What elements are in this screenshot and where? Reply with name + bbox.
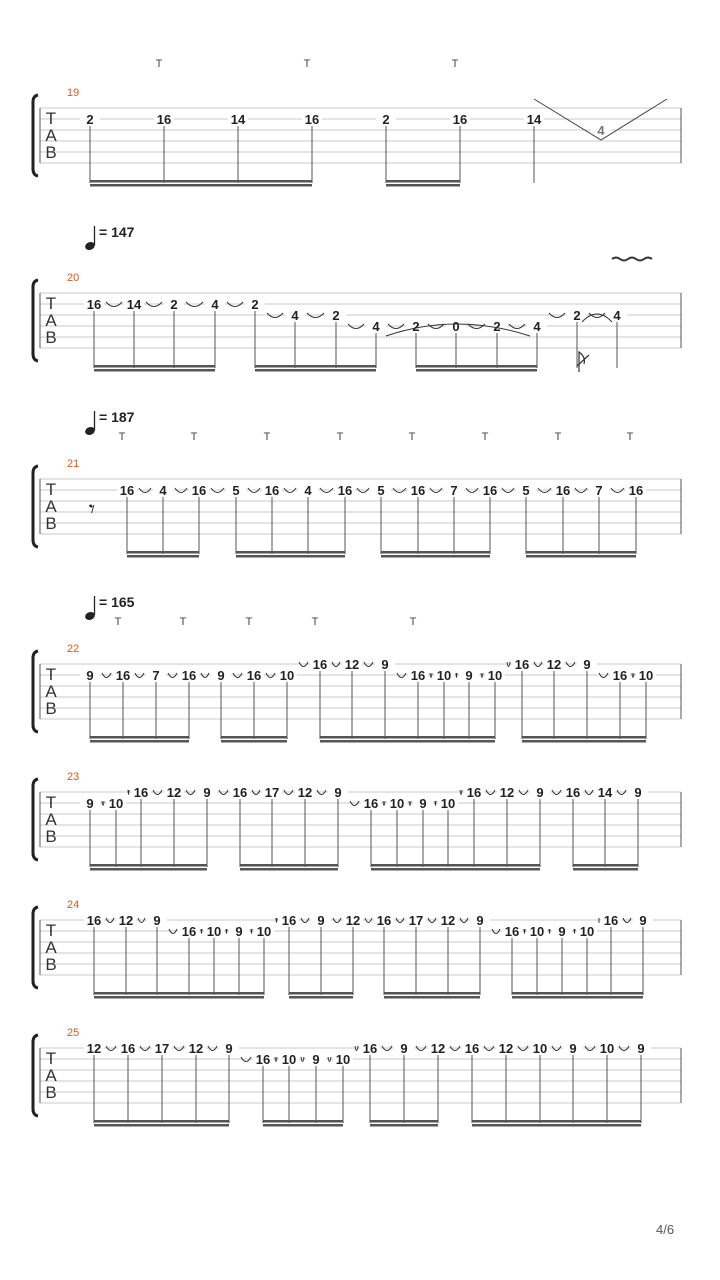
fret-number: 14	[526, 112, 542, 127]
beam	[263, 1120, 343, 1123]
fret-number: 16	[337, 483, 353, 498]
tap-mark: T	[303, 58, 311, 70]
tab-system	[33, 899, 681, 999]
beam	[289, 992, 353, 995]
fret-number: 12	[118, 913, 134, 928]
beam	[320, 740, 495, 743]
fret-number: 9	[334, 785, 342, 800]
fret-number: 16	[603, 913, 619, 928]
tap-mark: T	[626, 431, 634, 443]
fret-number: 12	[297, 785, 313, 800]
tab-clef-letter: A	[45, 682, 57, 701]
tab-clef-letter: B	[45, 699, 57, 718]
fret-number: 16	[466, 785, 482, 800]
fret-number: 2	[573, 308, 581, 323]
beam	[512, 992, 643, 995]
beam	[573, 864, 638, 867]
beam	[94, 992, 264, 995]
fret-number: 16	[363, 796, 379, 811]
beam	[94, 1120, 229, 1123]
fret-number: 16	[119, 483, 135, 498]
beam	[127, 555, 199, 558]
fret-number: 12	[499, 785, 515, 800]
slur-arc	[549, 929, 550, 934]
fret-number: 9	[419, 796, 427, 811]
fret-number: 16	[555, 483, 571, 498]
tab-clef-letter: A	[45, 810, 57, 829]
fret-number: 16	[482, 483, 498, 498]
fret-number: 10	[487, 668, 503, 683]
fret-number: 5	[377, 483, 385, 498]
measure-number: 24	[67, 899, 80, 911]
beam	[94, 369, 215, 372]
slur-arc	[276, 918, 277, 923]
fret-number: 16	[115, 668, 131, 683]
slur-arc	[128, 790, 129, 795]
tab-system	[33, 58, 681, 187]
fret-number: 12	[345, 913, 361, 928]
tempo-value: = 187	[99, 409, 135, 425]
beam	[90, 864, 207, 867]
tab-clef-letter: T	[45, 1049, 57, 1068]
tap-mark: T	[114, 616, 122, 628]
beam	[573, 868, 638, 871]
fret-number: 12	[440, 913, 456, 928]
fret-number: 9	[465, 668, 473, 683]
beam	[371, 864, 540, 867]
fret-number: 2	[412, 319, 420, 334]
tap-mark: T	[155, 58, 163, 70]
beam	[90, 868, 207, 871]
tap-mark: T	[263, 431, 271, 443]
beam	[236, 555, 345, 558]
fret-number: 2	[86, 112, 94, 127]
fret-number: 4	[304, 483, 312, 498]
fret-number: 16	[410, 668, 426, 683]
beam	[90, 740, 189, 743]
tempo-marking	[84, 594, 135, 621]
fret-number: 9	[558, 924, 566, 939]
fret-number: 5	[232, 483, 240, 498]
fret-number: 16	[156, 112, 172, 127]
fret-number: 12	[188, 1041, 204, 1056]
tap-mark: T	[409, 616, 417, 628]
fret-number: 9	[86, 668, 94, 683]
fret-number: 16	[312, 657, 328, 672]
fret-number: 12	[498, 1041, 514, 1056]
vibrato-symbol	[612, 258, 652, 261]
measure-number: 21	[67, 458, 80, 470]
fret-number: 16	[120, 1041, 136, 1056]
fret-number: 10	[440, 796, 456, 811]
tab-clef-letter: B	[45, 328, 57, 347]
tempo-value: = 147	[99, 224, 135, 240]
fret-number: 14	[126, 297, 142, 312]
tap-mark: T	[554, 431, 562, 443]
beam	[416, 369, 537, 372]
fret-number: 12	[86, 1041, 102, 1056]
beam	[371, 868, 540, 871]
beam	[263, 1124, 343, 1127]
measure-number: 20	[67, 272, 80, 284]
fret-number: 9	[235, 924, 243, 939]
fret-number: 0	[452, 319, 460, 334]
fret-number: 4	[372, 319, 380, 334]
fret-number: 16	[452, 112, 468, 127]
tab-clef-letter: B	[45, 1083, 57, 1102]
beam	[255, 369, 376, 372]
fret-number: 9	[637, 1041, 645, 1056]
slur-arc	[574, 929, 575, 934]
fret-number: 10	[579, 924, 595, 939]
beam	[94, 365, 215, 368]
fret-number: 16	[86, 297, 102, 312]
beam	[386, 184, 460, 187]
fret-number: 10	[599, 1041, 615, 1056]
fret-number: 16	[362, 1041, 378, 1056]
beam	[381, 555, 490, 558]
fret-number: 10	[436, 668, 452, 683]
tempo-marking	[84, 224, 135, 251]
slur-arc	[226, 929, 227, 934]
fret-number: 7	[450, 483, 458, 498]
tab-clef-letter: T	[45, 665, 57, 684]
fret-number: 10	[335, 1052, 351, 1067]
fret-number: 16	[255, 1052, 271, 1067]
fret-number: 16	[264, 483, 280, 498]
slur-arc	[435, 801, 436, 806]
tap-mark: T	[408, 431, 416, 443]
fret-number: 9	[583, 657, 591, 672]
beam	[384, 996, 480, 999]
tab-clef-letter: A	[45, 1066, 57, 1085]
system-bracket	[33, 95, 38, 176]
beam	[386, 180, 460, 183]
beam	[522, 740, 646, 743]
tab-clef-letter: T	[45, 109, 57, 128]
beam	[526, 551, 636, 554]
fret-number: 4	[159, 483, 167, 498]
fret-number: 9	[634, 785, 642, 800]
beam	[526, 555, 636, 558]
grace-note-mark	[577, 352, 589, 372]
tap-mark: T	[336, 431, 344, 443]
fret-number: 9	[400, 1041, 408, 1056]
fret-number: 4	[211, 297, 219, 312]
tap-mark: T	[481, 431, 489, 443]
fret-number: 10	[529, 924, 545, 939]
tab-clef-letter: T	[45, 480, 57, 499]
fret-number: 16	[464, 1041, 480, 1056]
fret-number: 9	[569, 1041, 577, 1056]
beam	[90, 184, 312, 187]
fret-number: 7	[595, 483, 603, 498]
beam	[90, 180, 312, 183]
tap-mark: T	[190, 431, 198, 443]
tab-system	[33, 1027, 681, 1127]
fret-number: 16	[246, 668, 262, 683]
beam	[127, 551, 199, 554]
beam	[320, 736, 495, 739]
tab-clef-letter: A	[45, 938, 57, 957]
beam	[472, 1124, 641, 1127]
tab-clef-letter: T	[45, 793, 57, 812]
beam	[240, 864, 338, 867]
fret-number: 9	[86, 796, 94, 811]
system-bracket	[33, 280, 38, 361]
fret-number: 10	[389, 796, 405, 811]
beam	[221, 736, 287, 739]
beam	[416, 365, 537, 368]
system-bracket	[33, 779, 38, 860]
beam	[381, 551, 490, 554]
slur-arc	[201, 929, 202, 934]
fret-number: 9	[639, 913, 647, 928]
tab-clef-letter: B	[45, 827, 57, 846]
fret-number: 16	[376, 913, 392, 928]
fret-number: 14	[230, 112, 246, 127]
fret-number: 16	[628, 483, 644, 498]
fret-number: 7	[152, 668, 160, 683]
fret-number: 12	[430, 1041, 446, 1056]
fret-number: 17	[264, 785, 280, 800]
fret-number: 2	[382, 112, 390, 127]
fret-number: 4	[533, 319, 541, 334]
fret-number: 9	[217, 668, 225, 683]
fret-number: 10	[281, 1052, 297, 1067]
fret-number: 9	[381, 657, 389, 672]
tap-mark: T	[451, 58, 459, 70]
fret-number: 10	[206, 924, 222, 939]
fret-number: 9	[536, 785, 544, 800]
fret-number: 16	[86, 913, 102, 928]
beam	[384, 992, 480, 995]
tab-clef-letter: A	[45, 311, 57, 330]
tap-mark: T	[118, 431, 126, 443]
fret-number: 17	[408, 913, 424, 928]
fret-number: 2	[251, 297, 259, 312]
measure-number: 25	[67, 1027, 80, 1039]
fret-number: 16	[281, 913, 297, 928]
tab-clef-letter: T	[45, 921, 57, 940]
fret-number: 16	[232, 785, 248, 800]
measure-number: 19	[67, 87, 80, 99]
tap-mark: T	[245, 616, 253, 628]
beam	[94, 1124, 229, 1127]
fret-number: 16	[504, 924, 520, 939]
fret-number: 16	[181, 924, 197, 939]
beam	[255, 365, 376, 368]
fret-number: 9	[153, 913, 161, 928]
fret-number: 9	[476, 913, 484, 928]
slur-arc	[456, 673, 457, 678]
system-bracket	[33, 651, 38, 732]
fret-number: 5	[522, 483, 530, 498]
beam	[236, 551, 345, 554]
fret-number: 2	[170, 297, 178, 312]
tab-system	[33, 258, 681, 373]
beam	[94, 996, 264, 999]
system-bracket	[33, 907, 38, 988]
tap-mark: T	[179, 616, 187, 628]
fret-number: 10	[279, 668, 295, 683]
fret-number: 10	[638, 668, 654, 683]
beam	[90, 736, 189, 739]
tab-clef-letter: A	[45, 497, 57, 516]
measure-number: 23	[67, 771, 80, 783]
beam	[370, 1124, 438, 1127]
fret-number: 10	[256, 924, 272, 939]
beam	[289, 996, 353, 999]
beam	[221, 740, 287, 743]
beam	[512, 996, 643, 999]
beam	[522, 736, 646, 739]
fret-number: 16	[304, 112, 320, 127]
beam	[240, 868, 338, 871]
slur-arc	[251, 929, 252, 934]
tab-system	[33, 431, 681, 558]
fret-number: 4	[597, 123, 605, 138]
tempo-value: = 165	[99, 594, 135, 610]
fret-number: 9	[203, 785, 211, 800]
tab-clef-letter: B	[45, 514, 57, 533]
fret-number: 2	[332, 308, 340, 323]
fret-number: 2	[493, 319, 501, 334]
fret-number: 4	[291, 308, 299, 323]
tab-system	[33, 616, 681, 743]
beam	[472, 1120, 641, 1123]
fret-number: 9	[317, 913, 325, 928]
fret-number: 16	[133, 785, 149, 800]
fret-number: 16	[612, 668, 628, 683]
rest-symbol: 𝄾	[88, 496, 96, 523]
fret-number: 16	[565, 785, 581, 800]
fret-number: 12	[344, 657, 360, 672]
tab-clef-letter: A	[45, 126, 57, 145]
fret-number: 10	[108, 796, 124, 811]
tab-system	[33, 771, 681, 871]
fret-number: 16	[410, 483, 426, 498]
fret-number: 16	[191, 483, 207, 498]
system-bracket	[33, 1035, 38, 1116]
fret-number: 16	[514, 657, 530, 672]
fret-number: 9	[312, 1052, 320, 1067]
tap-mark: T	[311, 616, 319, 628]
fret-number: 9	[225, 1041, 233, 1056]
fret-number: 16	[181, 668, 197, 683]
tab-clef-letter: B	[45, 955, 57, 974]
fret-number: 10	[532, 1041, 548, 1056]
fret-number: 4	[613, 308, 621, 323]
fret-number: 12	[166, 785, 182, 800]
fret-number: 17	[154, 1041, 170, 1056]
beam	[370, 1120, 438, 1123]
tab-clef-letter: T	[45, 294, 57, 313]
system-bracket	[33, 466, 38, 547]
tab-clef-letter: B	[45, 143, 57, 162]
tempo-marking	[84, 409, 135, 436]
fret-number: 14	[597, 785, 613, 800]
fret-number: 12	[546, 657, 562, 672]
slur-arc	[524, 929, 525, 934]
measure-number: 22	[67, 643, 80, 655]
page-number: 4/6	[656, 1222, 675, 1237]
